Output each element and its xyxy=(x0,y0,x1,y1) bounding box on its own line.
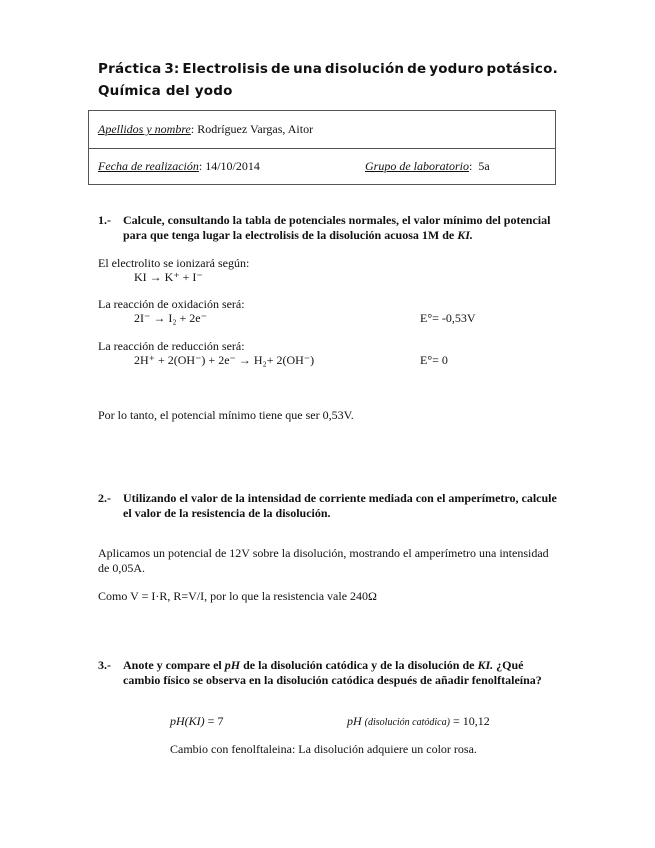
question-2 xyxy=(98,491,560,521)
title-word: disolución xyxy=(324,61,405,77)
question-1 xyxy=(98,213,560,243)
group-value: 5a xyxy=(478,159,490,173)
title-word: una xyxy=(293,61,323,77)
reduction-equation: 2H⁺ + 2(OH⁻) + 2e⁻ → H₂+ 2(OH⁻) xyxy=(134,353,315,367)
title-word: yoduro xyxy=(429,61,484,77)
ph-term: pH xyxy=(224,658,241,672)
ph-cathodic xyxy=(347,714,490,730)
student-info-table xyxy=(88,110,556,185)
ph-ki-value: = 7 xyxy=(207,714,224,728)
title-word: Práctica xyxy=(98,61,162,77)
question-text-part: de la disolución catódica y de la disolución de xyxy=(240,658,478,672)
oxidation-potential: E°= -0,53V xyxy=(420,311,476,325)
question-number: 3.- xyxy=(98,658,111,672)
ph-ki xyxy=(170,714,223,729)
question-number: 1.- xyxy=(98,213,111,227)
ki-formula: KI. xyxy=(457,228,473,242)
date-value: 14/10/2014 xyxy=(205,159,260,173)
question-text: Utilizando el valor de la intensidad de corriente mediada con el amperímetro, calcule el valor de la resistencia de la disolución. xyxy=(123,491,557,520)
ph-ki-label: pH(KI) xyxy=(170,714,205,728)
group-label: Grupo de laboratorio xyxy=(365,159,470,173)
title-word: Electrolisis xyxy=(182,61,269,77)
title-word: de xyxy=(407,61,427,77)
question-text xyxy=(123,213,560,243)
q2-answer-measurement: Aplicamos un potencial de 12V sobre la disolución, mostrando el amperímetro una intensidad de 0,05A. xyxy=(98,546,549,575)
question-text-part: ¿Qué cambio físico se observa en la disolución catódica después de añadir fenolftaleína? xyxy=(123,658,542,687)
group-field xyxy=(365,159,490,174)
question-number: 2.- xyxy=(98,491,111,505)
reduction-potential: E°= 0 xyxy=(420,353,448,367)
name-label: Apellidos y nombre xyxy=(98,122,191,136)
ph-cathodic-label: pH xyxy=(347,714,362,728)
colon: : xyxy=(198,159,206,173)
question-3 xyxy=(98,658,560,688)
q2-answer-resistance: Como V = I·R, R=V/I, por lo que la resistencia vale 240Ω xyxy=(98,589,377,603)
phenolphthalein-change: Cambio con fenolftaleina: La disolución adquiere un color rosa. xyxy=(170,742,477,756)
title-word: potásico. xyxy=(486,61,558,77)
title-word: de xyxy=(271,61,291,77)
document-title xyxy=(98,58,558,102)
title-word: 3: xyxy=(164,61,180,77)
oxidation-equation: 2I⁻ → I₂ + 2e⁻ xyxy=(134,311,207,325)
question-text xyxy=(123,658,560,688)
q1-conclusion: Por lo tanto, el potencial mínimo tiene que ser 0,53V. xyxy=(98,408,354,422)
name-value: Rodríguez Vargas, Aitor xyxy=(197,122,314,136)
question-text-part: Calcule, consultando la tabla de potenciales normales, el valor mínimo del potencial para que tenga lugar la electrolisis de la disolución acuosa 1M de xyxy=(123,213,551,242)
oxidation-intro: La reacción de oxidación será: xyxy=(98,297,245,311)
colon: : xyxy=(469,159,476,173)
ionization-equation: KI → K⁺ + I⁻ xyxy=(134,270,203,284)
question-text-part: Anote y compare el xyxy=(123,658,225,672)
ph-cathodic-value: = 10,12 xyxy=(452,714,490,728)
ph-cathodic-sublabel: (disolución catódica) xyxy=(364,717,450,728)
ki-formula: KI. xyxy=(477,658,494,672)
ionization-intro: El electrolito se ionizará según: xyxy=(98,256,250,270)
title-line-1 xyxy=(98,58,558,80)
date-group-row xyxy=(89,148,555,185)
reduction-intro: La reacción de reducción será: xyxy=(98,339,245,353)
colon: : xyxy=(190,122,198,136)
date-label: Fecha de realización xyxy=(98,159,199,173)
name-row xyxy=(89,111,555,149)
title-line-2: Química del yodo xyxy=(98,83,233,99)
